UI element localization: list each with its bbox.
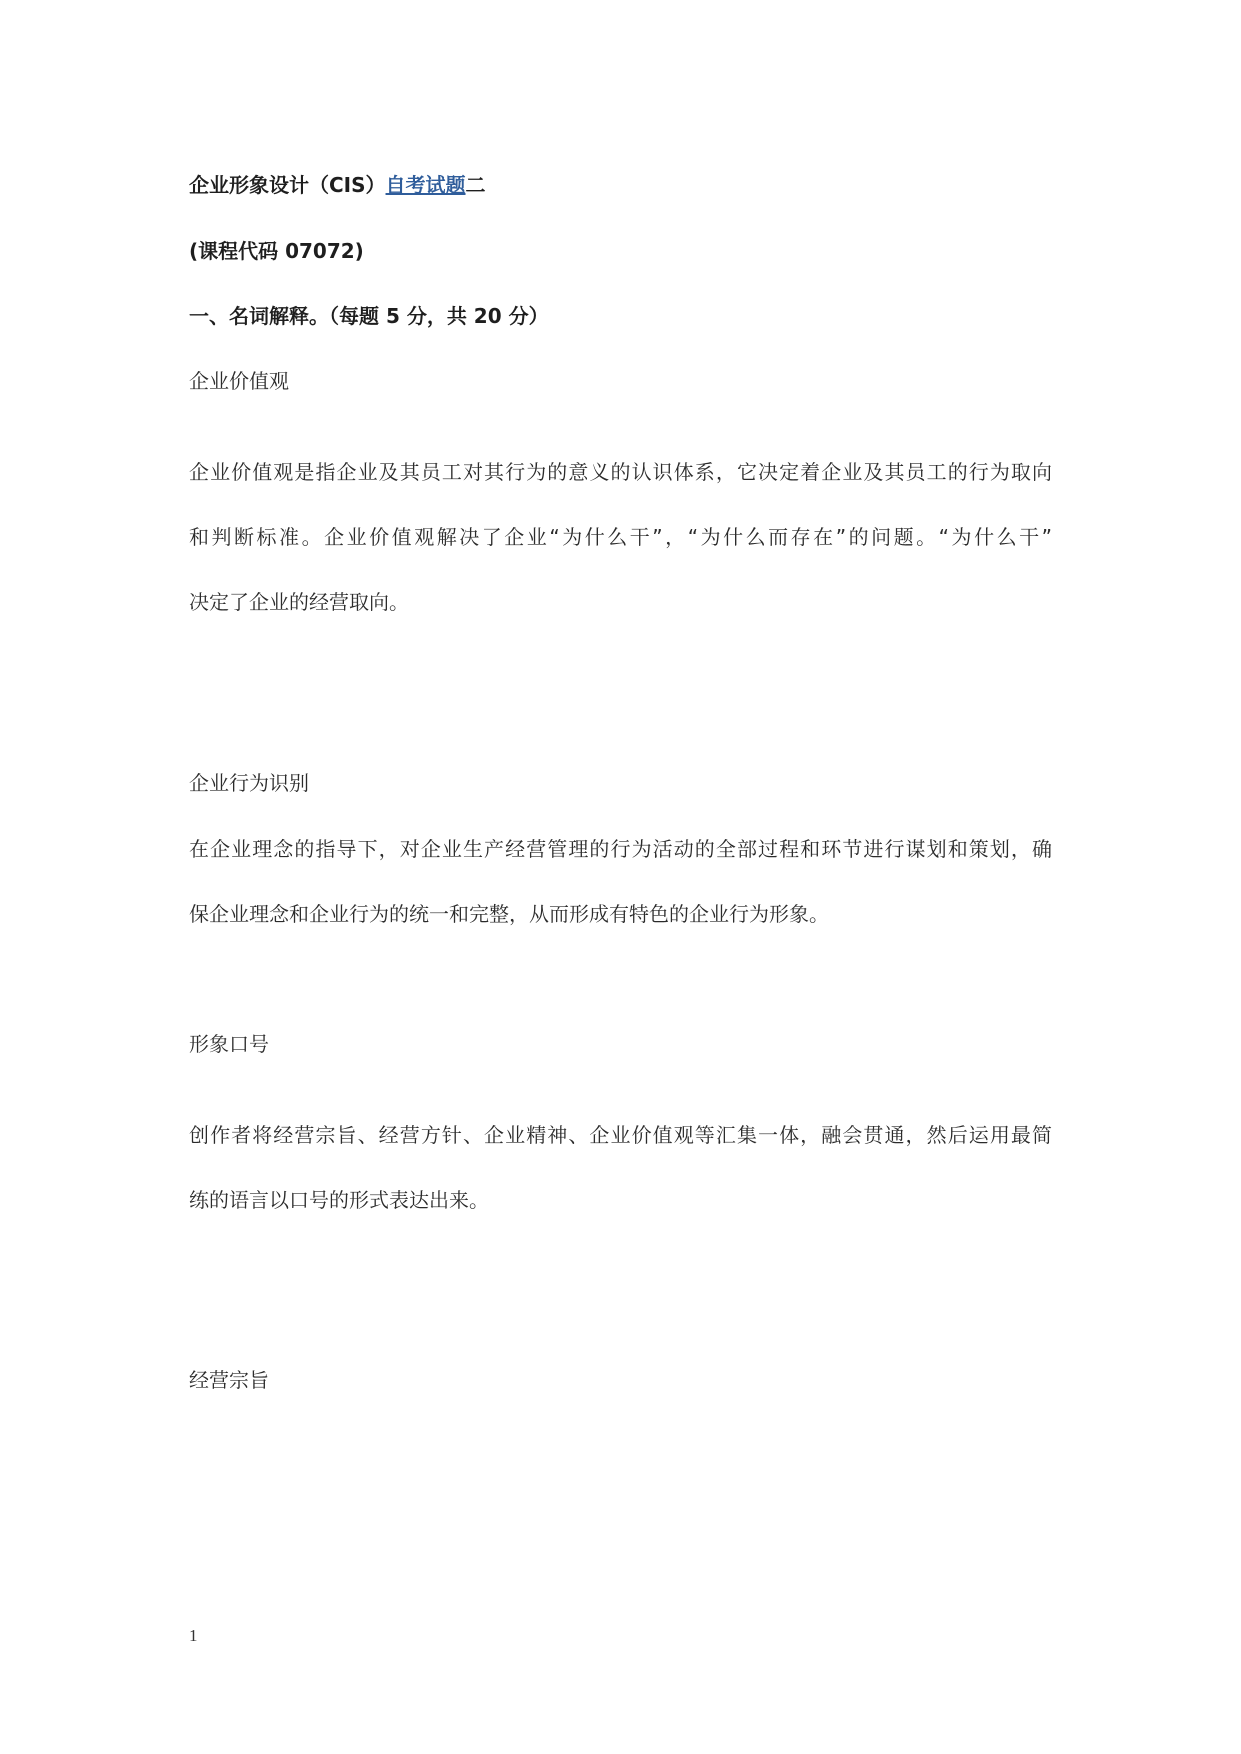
page-number: 1 — [189, 1626, 198, 1645]
term-title: 经营宗旨 — [189, 1368, 269, 1392]
term-title: 形象口号 — [189, 1032, 269, 1056]
title-prefix: 企业形象设计（CIS） — [189, 173, 386, 197]
document-title — [189, 172, 486, 198]
term-title: 企业价值观 — [189, 369, 289, 393]
term-body-line: 在企业理念的指导下，对企业生产经营管理的行为活动的全部过程和环节进行谋划和策划，确 — [189, 837, 1052, 861]
term-body-line: 练的语言以口号的形式表达出来。 — [189, 1188, 489, 1212]
term-body-line: 决定了企业的经营取向。 — [189, 590, 409, 614]
term-body-line: 创作者将经营宗旨、经营方针、企业精神、企业价值观等汇集一体，融会贯通，然后运用最简 — [189, 1123, 1052, 1147]
term-title: 企业行为识别 — [189, 771, 309, 795]
term-body-line: 和判断标准。企业价值观解决了企业“为什么干”，“为什么而存在”的问题。“为什么干” — [189, 525, 1052, 549]
title-suffix: 二 — [465, 173, 486, 197]
section-heading: 一、名词解释。（每题 5 分，共 20 分） — [189, 304, 549, 328]
title-link[interactable]: 自考试题 — [385, 173, 466, 197]
term-body-line: 企业价值观是指企业及其员工对其行为的意义的认识体系，它决定着企业及其员工的行为取向 — [189, 460, 1052, 484]
term-body-line: 保企业理念和企业行为的统一和完整，从而形成有特色的企业行为形象。 — [189, 902, 829, 926]
course-code: (课程代码 07072) — [189, 239, 364, 263]
